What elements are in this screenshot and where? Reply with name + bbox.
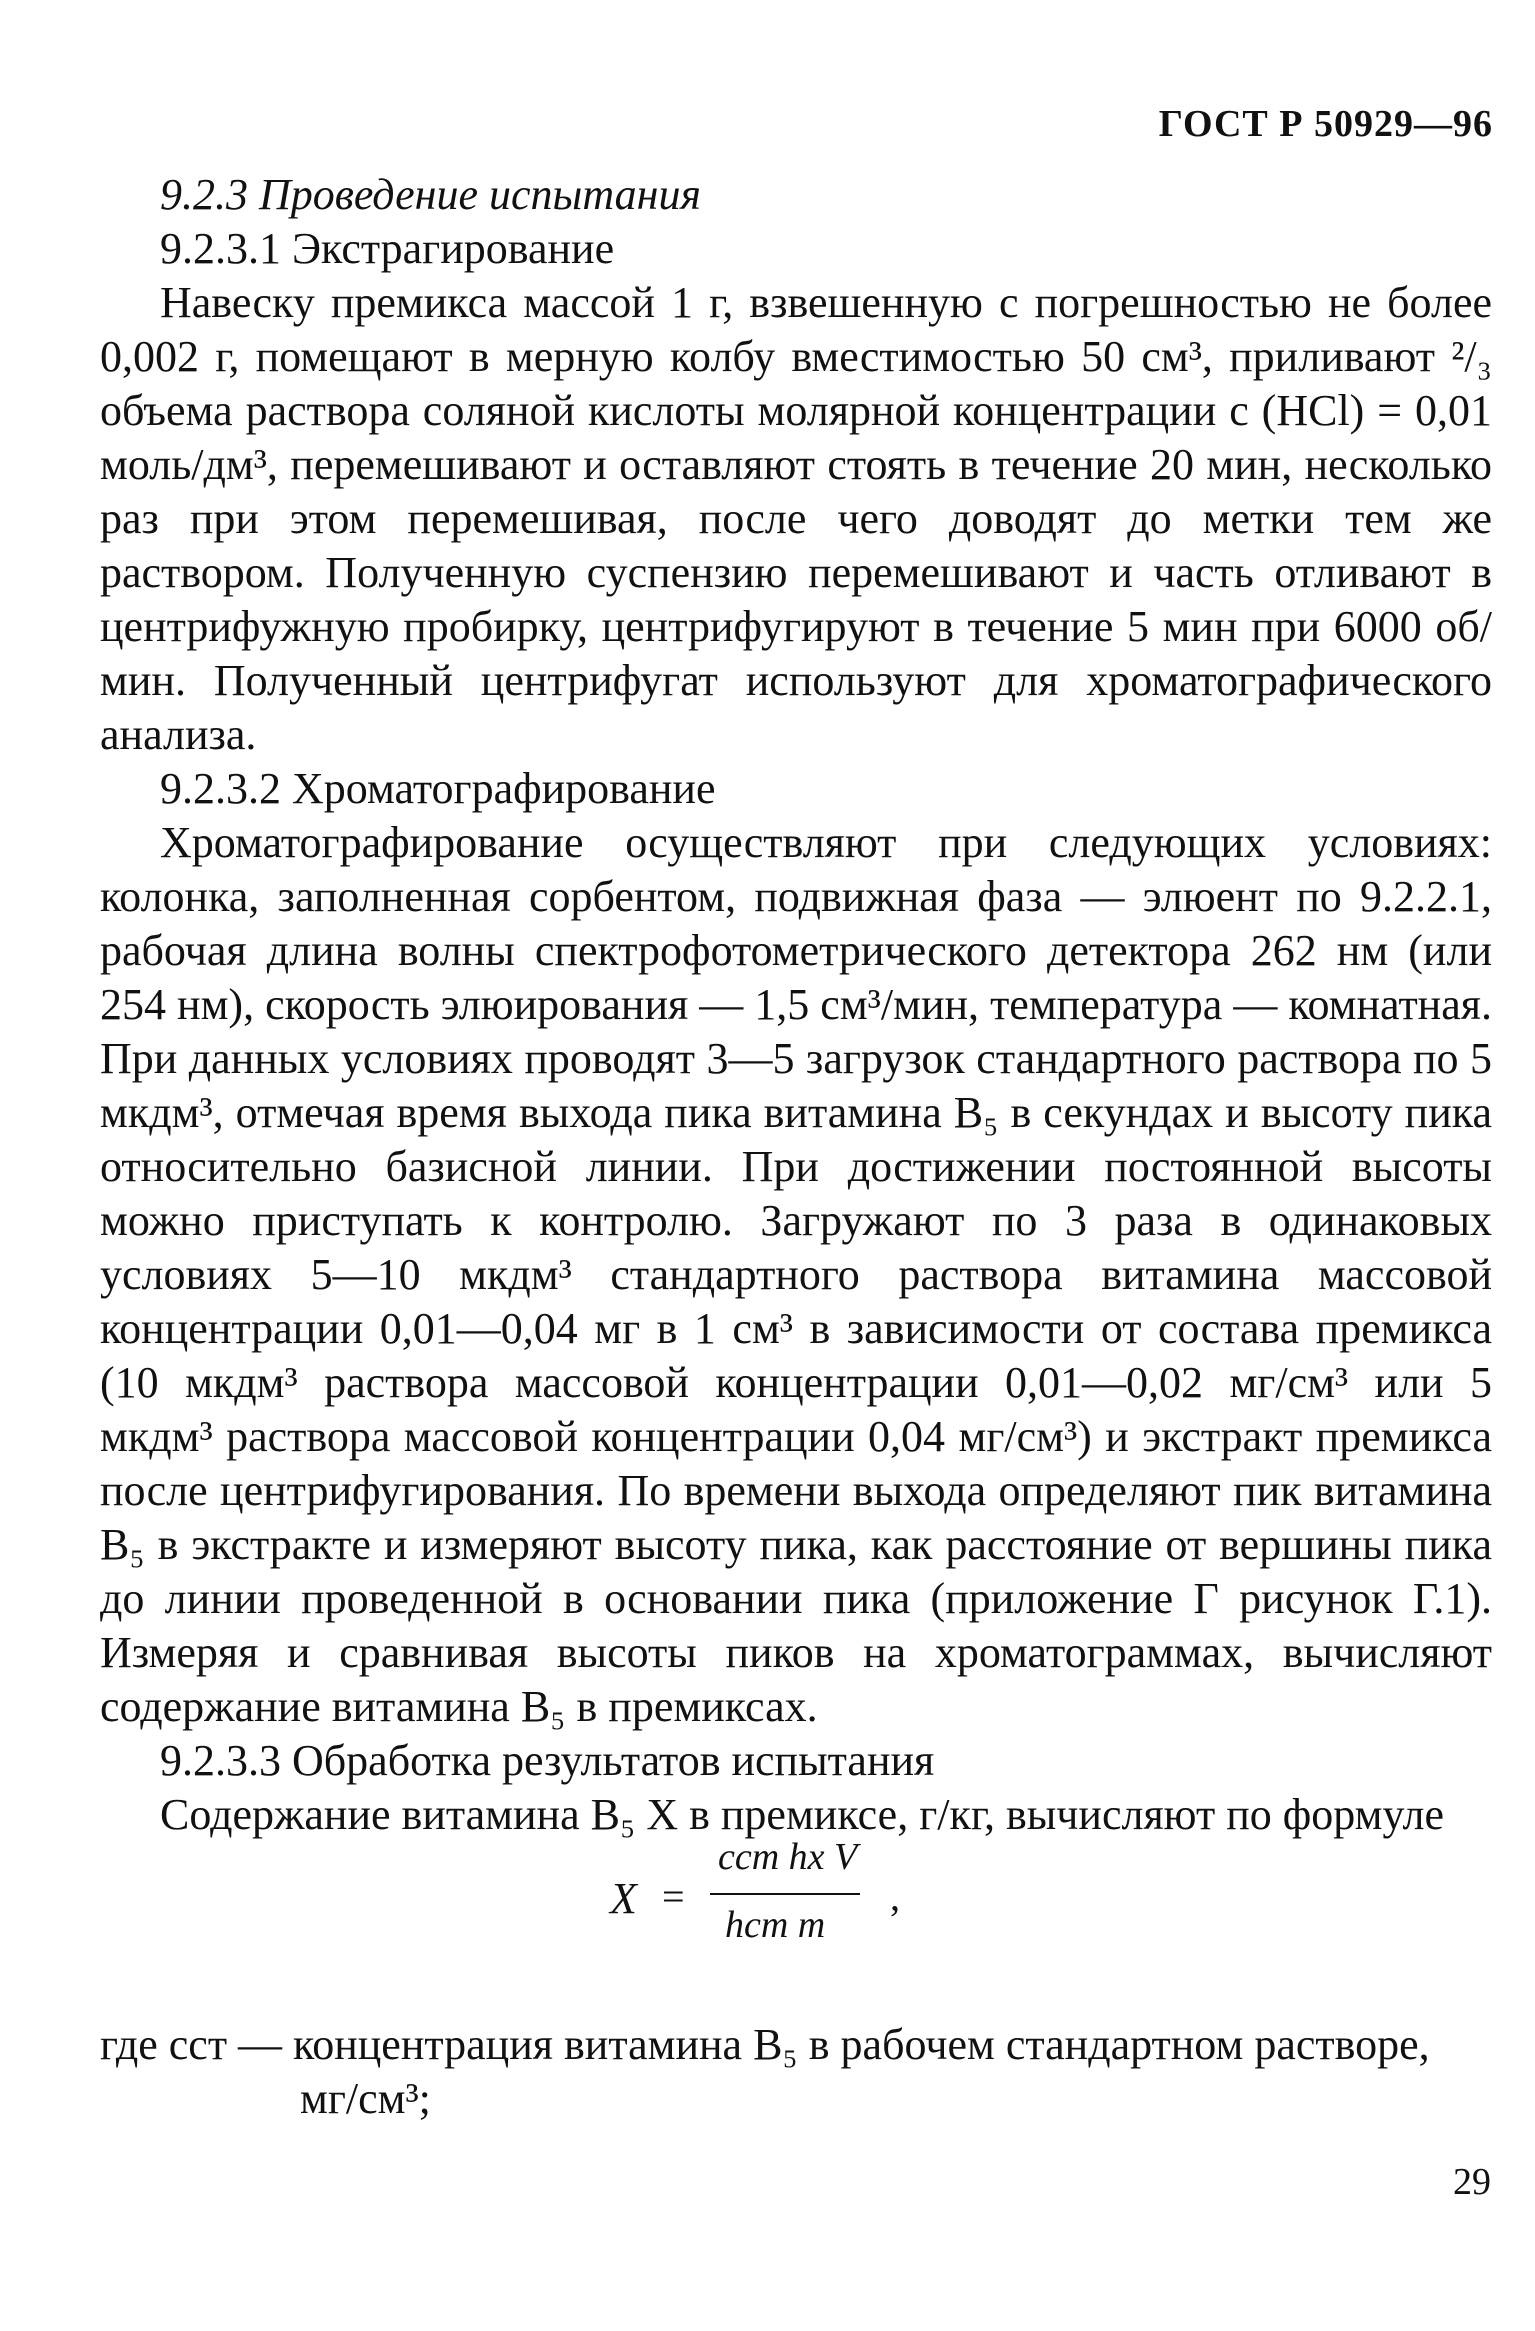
formula-lhs: X	[610, 1874, 637, 1923]
vitamin-formula	[600, 1835, 1000, 1945]
legend-line-2: мг/см³;	[300, 2074, 431, 2123]
fraction-bar	[710, 1893, 860, 1895]
section-9-2-3-3-paragraph: Содержание витамина B₅ X в премиксе, г/кг, вычисляют по формуле	[160, 1790, 1444, 1839]
page-number: 29	[1453, 2161, 1491, 2203]
body-text	[100, 168, 1492, 1842]
legend-line-1: где cст — концентрация витамина B₅ в рабочем стандартном растворе,	[100, 2020, 1430, 2069]
section-9-2-3-1-paragraph: Навеску премикса массой 1 г, взвешенную с погрешностью не более 0,002 г, помещают в мерную колбу вместимостью 50 см³, приливают ²/₃ объема раствора соляной кислоты молярной концентрации с (HCl) = 0,01 моль/дм³, перемешивают и оставляют стоять в течение 20 мин, несколько раз при этом перемешивая, после чего доводят до метки тем же раствором. Полученную суспензию перемешивают и часть отливают в центрифужную пробирку, центрифугируют в течение 5 мин при 6000 об/мин. Полученный центрифугат используют для хроматографического анализа.	[100, 278, 1492, 759]
formula-equals: =	[662, 1874, 685, 1919]
section-9-2-3-3-title: 9.2.3.3 Обработка результатов испытания	[160, 1736, 935, 1785]
formula-denominator: hст m	[725, 1904, 826, 1946]
formula-comma: ,	[890, 1874, 900, 1919]
section-9-2-3-2-paragraph: Хроматографирование осуществляют при следующих условиях: колонка, заполненная сорбентом, подвижная фаза — элюент по 9.2.2.1, рабочая длина волны спектрофотометрического детектора 262 нм (или 254 нм), скорость элюирования — 1,5 см³/мин, температура — комнатная. При данных условиях проводят 3—5 загрузок стандартного раствора по 5 мкдм³, отмечая время выхода пика витамина B₅ в секундах и высоту пика относительно базисной линии. При достижении постоянной высоты можно приступать к контролю. Загружают по 3 раза в одинаковых условиях 5—10 мкдм³ стандартного раствора витамина массовой концентрации 0,01—0,04 мг в 1 см³ в зависимости от состава премикса (10 мкдм³ раствора массовой концентрации 0,01—0,02 мг/см³ или 5 мкдм³ раствора массовой концентрации 0,04 мг/см³) и экстракт премикса после центрифугирования. По времени выхода определяют пик витамина B₅ в экстракте и измеряют высоту пика, как расстояние от вершины пика до линии проведенной в основании пика (приложение Г рисунок Г.1). Измеряя и сравнивая высоты пиков на хроматограммах, вычисляют содержание витамина B₅ в премиксах.	[100, 818, 1492, 1731]
formula-legend	[100, 2018, 1492, 2126]
standard-header: ГОСТ Р 50929—96	[1158, 103, 1493, 145]
section-9-2-3-title: 9.2.3 Проведение испытания	[160, 170, 701, 219]
formula-numerator: cст hx V	[718, 1836, 858, 1878]
section-9-2-3-1-title: 9.2.3.1 Экстрагирование	[160, 224, 615, 273]
section-9-2-3-2-title: 9.2.3.2 Хроматографирование	[160, 764, 716, 813]
